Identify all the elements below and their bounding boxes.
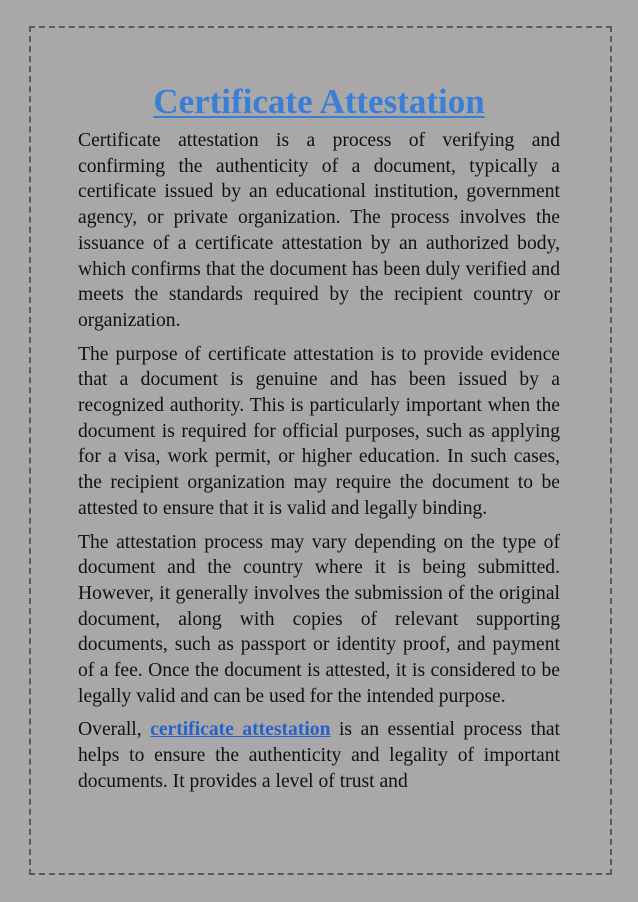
paragraph-definition: Certificate attestation is a process of verifying and confirming the authenticity of a document, typically a certificate issued by an educational institution, government agency, or private organization. The process involves the issuance of a certificate attestation by an authorized body, which confirms that the document has been duly verified and meets the standards required by the recipient country or organization.: [78, 130, 560, 331]
paragraph-process: The attestation process may vary depending on the type of document and the country where it is being submitted. However, it generally involves the submission of the original document, along with copies of relevant supporting documents, such as passport or identity proof, and payment of a fee. Once the document is attested, it is considered to be legally valid and can be used for the intended purpose.: [78, 531, 560, 707]
page-title: Certificate Attestation: [153, 82, 485, 121]
conclusion-tail: is an essential process that helps to ensure the authenticity and legality of important documents. It provides a level of trust and: [78, 719, 561, 792]
paragraph-purpose: The purpose of certificate attestation is to provide evidence that a document is genuine and has been issued by a recognized authority. This is particularly important when the document is required for official purposes, such as applying for a visa, work permit, or higher education. In such cases, the recipient organization may require the document to be attested to ensure that it is valid and legally binding.: [78, 343, 560, 519]
conclusion-lead: Overall,: [78, 719, 151, 741]
document-body: [78, 80, 560, 803]
certificate-attestation-link[interactable]: certificate attestation: [150, 719, 331, 741]
paragraph-conclusion: [78, 717, 560, 794]
